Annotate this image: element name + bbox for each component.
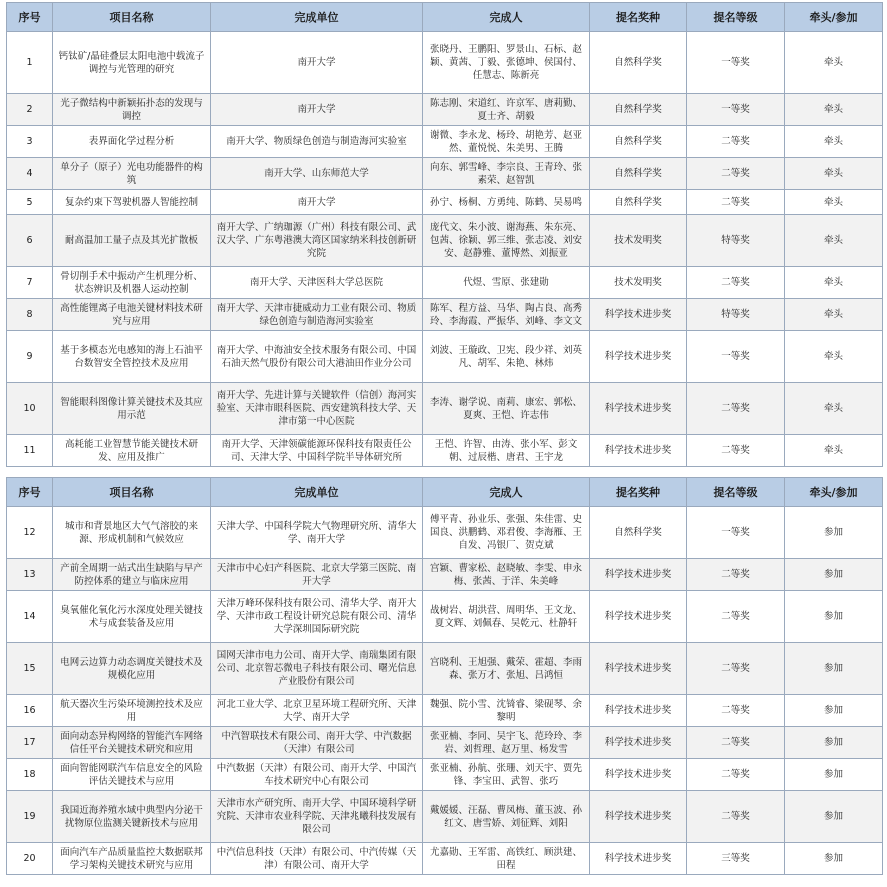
cell-people: 张晓丹、王鹏阳、罗景山、石标、赵颖、黄茜、丁毅、张德坤、侯国付、任慧志、陈新亮	[423, 32, 590, 94]
cell-unit: 天津万峰环保科技有限公司、清华大学、南开大学、天津市政工程设计研究总院有限公司、清华大学深圳国际研究院	[211, 591, 423, 643]
cell-project-name: 臭氧催化氧化污水深度处理关键技术与成套装备及应用	[53, 591, 211, 643]
cell-project-name: 骨切削手术中振动产生机理分析、状态辨识及机器人运动控制	[53, 267, 211, 299]
cell-people: 陈军、程方益、马华、陶占良、高秀玲、李海霞、严振华、刘峰、李文文	[423, 299, 590, 331]
table-header-row	[7, 3, 883, 32]
table-row	[7, 267, 883, 299]
table-row	[7, 843, 883, 875]
cell-award: 科学技术进步奖	[590, 591, 687, 643]
cell-no: 20	[7, 843, 53, 875]
cell-no: 2	[7, 94, 53, 126]
cell-award: 科学技术进步奖	[590, 843, 687, 875]
cell-people: 张亚楠、李同、吴宇飞、范玲玲、李岩、刘哲理、赵万里、杨发雪	[423, 727, 590, 759]
cell-role: 参加	[785, 791, 883, 843]
cell-people: 宫晓利、王旭强、戴荣、霍超、李雨森、张万才、张旭、吕鸿恒	[423, 643, 590, 695]
header-role: 牵头/参加	[785, 3, 883, 32]
table-row	[7, 126, 883, 158]
header-unit: 完成单位	[211, 478, 423, 507]
cell-level: 二等奖	[687, 591, 785, 643]
header-people: 完成人	[423, 3, 590, 32]
cell-people: 战树岩、胡洪营、周明华、王文龙、夏文辉、刘佩春、吴乾元、杜静轩	[423, 591, 590, 643]
cell-role: 参加	[785, 507, 883, 559]
cell-level: 二等奖	[687, 435, 785, 467]
table-row	[7, 559, 883, 591]
cell-role: 参加	[785, 695, 883, 727]
cell-award: 科学技术进步奖	[590, 559, 687, 591]
cell-no: 8	[7, 299, 53, 331]
cell-role: 参加	[785, 843, 883, 875]
cell-project-name: 面向动态异构网络的智能汽车网络信任平台关键技术研究和应用	[53, 727, 211, 759]
cell-level: 二等奖	[687, 727, 785, 759]
cell-unit: 南开大学、山东师范大学	[211, 158, 423, 190]
cell-role: 牵头	[785, 126, 883, 158]
cell-role: 参加	[785, 591, 883, 643]
cell-project-name: 面向汽车产品质量监控大数据联邦学习架构关键技术研究与应用	[53, 843, 211, 875]
cell-level: 一等奖	[687, 507, 785, 559]
table-row	[7, 215, 883, 267]
cell-project-name: 智能眼科图像计算关键技术及其应用示范	[53, 383, 211, 435]
cell-award: 自然科学奖	[590, 94, 687, 126]
cell-award: 技术发明奖	[590, 267, 687, 299]
header-people: 完成人	[423, 478, 590, 507]
cell-project-name: 单分子（原子）光电功能器件的构筑	[53, 158, 211, 190]
cell-award: 科学技术进步奖	[590, 759, 687, 791]
cell-award: 自然科学奖	[590, 507, 687, 559]
table-row	[7, 331, 883, 383]
cell-unit: 南开大学、物质绿色创造与制造海河实验室	[211, 126, 423, 158]
participate-projects-table	[6, 477, 883, 875]
cell-unit: 河北工业大学、北京卫星环境工程研究所、天津大学、南开大学	[211, 695, 423, 727]
cell-project-name: 钙钛矿/晶硅叠层太阳电池中载流子调控与光管理的研究	[53, 32, 211, 94]
cell-level: 一等奖	[687, 94, 785, 126]
cell-project-name: 高耗能工业智慧节能关键技术研发、应用及推广	[53, 435, 211, 467]
cell-project-name: 高性能锂离子电池关键材料技术研究与应用	[53, 299, 211, 331]
cell-no: 9	[7, 331, 53, 383]
table-row	[7, 299, 883, 331]
award-tables	[6, 2, 882, 875]
cell-people: 陈志刚、宋道红、许京军、唐莉勤、夏士齐、胡毅	[423, 94, 590, 126]
cell-project-name: 航天器次生污染环境测控技术及应用	[53, 695, 211, 727]
cell-level: 一等奖	[687, 331, 785, 383]
cell-people: 庞代文、朱小波、谢海燕、朱东亮、包茜、徐颖、郭三维、张志凌、刘安安、赵静雅、董博然、刘振亚	[423, 215, 590, 267]
cell-project-name: 表界面化学过程分析	[53, 126, 211, 158]
cell-award: 科学技术进步奖	[590, 643, 687, 695]
cell-unit: 南开大学、先进计算与关键软件（信创）海河实验室、天津市眼科医院、西安建筑科技大学、天津市第一中心医院	[211, 383, 423, 435]
header-project-name: 项目名称	[53, 3, 211, 32]
cell-level: 二等奖	[687, 695, 785, 727]
cell-no: 17	[7, 727, 53, 759]
cell-award: 科学技术进步奖	[590, 727, 687, 759]
header-no: 序号	[7, 3, 53, 32]
cell-level: 特等奖	[687, 215, 785, 267]
cell-unit: 中汽数据（天津）有限公司、南开大学、中国汽车技术研究中心有限公司	[211, 759, 423, 791]
cell-unit: 南开大学	[211, 190, 423, 215]
cell-people: 代煜、雪原、张建勋	[423, 267, 590, 299]
cell-people: 尤嘉勋、王军雷、高铁红、顾洪建、田程	[423, 843, 590, 875]
cell-project-name: 我国近海养殖水域中典型内分泌干扰物原位监测关键新技术与应用	[53, 791, 211, 843]
cell-level: 一等奖	[687, 32, 785, 94]
cell-people: 孙宁、杨桐、方勇纯、陈鹤、吴易鸣	[423, 190, 590, 215]
cell-level: 二等奖	[687, 267, 785, 299]
cell-award: 科学技术进步奖	[590, 695, 687, 727]
cell-role: 参加	[785, 643, 883, 695]
cell-unit: 南开大学、广纳珈源（广州）科技有限公司、武汉大学、广东粤港澳大湾区国家纳米科技创新研究院	[211, 215, 423, 267]
cell-level: 二等奖	[687, 559, 785, 591]
table-row	[7, 435, 883, 467]
cell-project-name: 复杂约束下驾驶机器人智能控制	[53, 190, 211, 215]
cell-unit: 中汽智联技术有限公司、南开大学、中汽数据（天津）有限公司	[211, 727, 423, 759]
cell-people: 戴媛媛、汪磊、曹凤梅、董玉波、孙红文、唐雪娇、刘征辉、刘阳	[423, 791, 590, 843]
table-row	[7, 727, 883, 759]
cell-level: 二等奖	[687, 383, 785, 435]
cell-unit: 国网天津市电力公司、南开大学、南瑞集团有限公司、北京智芯微电子科技有限公司、曙光信息产业股份有限公司	[211, 643, 423, 695]
table-row	[7, 158, 883, 190]
cell-no: 12	[7, 507, 53, 559]
header-unit: 完成单位	[211, 3, 423, 32]
cell-unit: 南开大学、天津医科大学总医院	[211, 267, 423, 299]
header-award: 提名奖种	[590, 478, 687, 507]
cell-no: 18	[7, 759, 53, 791]
cell-no: 3	[7, 126, 53, 158]
table-header-row	[7, 478, 883, 507]
cell-award: 自然科学奖	[590, 126, 687, 158]
cell-unit: 南开大学、天津市捷威动力工业有限公司、物质绿色创造与制造海河实验室	[211, 299, 423, 331]
cell-no: 7	[7, 267, 53, 299]
cell-unit: 中汽信息科技（天津）有限公司、中汽传媒（天津）有限公司、南开大学	[211, 843, 423, 875]
cell-role: 牵头	[785, 158, 883, 190]
cell-role: 牵头	[785, 331, 883, 383]
cell-no: 5	[7, 190, 53, 215]
cell-no: 19	[7, 791, 53, 843]
cell-unit: 天津市水产研究所、南开大学、中国环境科学研究院、天津市农业科学院、天津兆曦科技发展有限公司	[211, 791, 423, 843]
cell-people: 宫颖、曹家松、赵晓敏、李雯、申永梅、张茜、于洋、朱美峰	[423, 559, 590, 591]
cell-role: 牵头	[785, 215, 883, 267]
cell-role: 牵头	[785, 267, 883, 299]
cell-no: 6	[7, 215, 53, 267]
cell-level: 三等奖	[687, 843, 785, 875]
cell-no: 10	[7, 383, 53, 435]
cell-people: 魏强、院小雪、沈锜睿、梁砚琴、余黎明	[423, 695, 590, 727]
cell-role: 牵头	[785, 383, 883, 435]
cell-award: 自然科学奖	[590, 190, 687, 215]
cell-role: 牵头	[785, 299, 883, 331]
lead-projects-table	[6, 2, 883, 467]
cell-role: 参加	[785, 559, 883, 591]
cell-award: 科学技术进步奖	[590, 791, 687, 843]
header-award: 提名奖种	[590, 3, 687, 32]
cell-people: 张亚楠、孙航、张珊、刘天宇、贾先锋、李宝田、武智、张巧	[423, 759, 590, 791]
cell-level: 二等奖	[687, 190, 785, 215]
cell-role: 牵头	[785, 94, 883, 126]
header-project-name: 项目名称	[53, 478, 211, 507]
cell-people: 王恺、许智、由涛、张小军、彭文朝、过辰楷、唐君、王宇龙	[423, 435, 590, 467]
cell-unit: 南开大学、天津领碳能源环保科技有限责任公司、天津大学、中国科学院半导体研究所	[211, 435, 423, 467]
cell-role: 牵头	[785, 435, 883, 467]
header-level: 提名等级	[687, 478, 785, 507]
header-role: 牵头/参加	[785, 478, 883, 507]
cell-level: 特等奖	[687, 299, 785, 331]
cell-unit: 南开大学、中海油安全技术服务有限公司、中国石油天然气股份有限公司大港油田作业分公司	[211, 331, 423, 383]
cell-no: 15	[7, 643, 53, 695]
cell-level: 二等奖	[687, 643, 785, 695]
cell-award: 技术发明奖	[590, 215, 687, 267]
cell-role: 参加	[785, 727, 883, 759]
cell-unit: 天津大学、中国科学院大气物理研究所、清华大学、南开大学	[211, 507, 423, 559]
table-row	[7, 591, 883, 643]
table-gap	[6, 467, 882, 477]
cell-people: 向东、郭雪峰、李宗良、王青玲、张素荣、赵智凯	[423, 158, 590, 190]
cell-unit: 南开大学	[211, 32, 423, 94]
cell-award: 科学技术进步奖	[590, 331, 687, 383]
cell-unit: 天津市中心妇产科医院、北京大学第三医院、南开大学	[211, 559, 423, 591]
cell-no: 1	[7, 32, 53, 94]
cell-project-name: 城市和背景地区大气气溶胶的来源、形成机制和气候效应	[53, 507, 211, 559]
cell-people: 刘波、王璇政、卫宪、段少祥、刘英凡、胡军、朱艳、林炜	[423, 331, 590, 383]
table-row	[7, 759, 883, 791]
cell-project-name: 面向智能网联汽车信息安全的风险评估关键技术与应用	[53, 759, 211, 791]
cell-project-name: 耐高温加工量子点及其光扩散板	[53, 215, 211, 267]
table-row	[7, 190, 883, 215]
cell-role: 牵头	[785, 32, 883, 94]
cell-project-name: 光子微结构中新颖拓扑态的发现与调控	[53, 94, 211, 126]
cell-award: 科学技术进步奖	[590, 435, 687, 467]
cell-project-name: 电网云边算力动态调度关键技术及规模化应用	[53, 643, 211, 695]
cell-project-name: 基于多模态光电感知的海上石油平台数智安全管控技术及应用	[53, 331, 211, 383]
cell-unit: 南开大学	[211, 94, 423, 126]
cell-no: 14	[7, 591, 53, 643]
cell-no: 4	[7, 158, 53, 190]
table-row	[7, 643, 883, 695]
cell-award: 自然科学奖	[590, 158, 687, 190]
table-row	[7, 507, 883, 559]
header-no: 序号	[7, 478, 53, 507]
cell-award: 自然科学奖	[590, 32, 687, 94]
cell-level: 二等奖	[687, 158, 785, 190]
table-row	[7, 94, 883, 126]
cell-award: 科学技术进步奖	[590, 383, 687, 435]
cell-no: 16	[7, 695, 53, 727]
cell-award: 科学技术进步奖	[590, 299, 687, 331]
header-level: 提名等级	[687, 3, 785, 32]
cell-role: 牵头	[785, 190, 883, 215]
table-row	[7, 383, 883, 435]
cell-level: 二等奖	[687, 126, 785, 158]
cell-people: 傅平青、孙业乐、张强、朱佳雷、史国良、洪鹏鹤、邓君俊、李海雁、王自发、冯银厂、贺克斌	[423, 507, 590, 559]
cell-role: 参加	[785, 759, 883, 791]
cell-people: 李涛、谢学说、南莉、康宏、郭松、夏爽、王恺、许志伟	[423, 383, 590, 435]
cell-project-name: 产前全周期一站式出生缺陷与早产防控体系的建立与临床应用	[53, 559, 211, 591]
table-row	[7, 791, 883, 843]
cell-no: 11	[7, 435, 53, 467]
cell-people: 谢微、李永龙、杨玲、胡艳芳、赵亚然、董悦悦、朱美男、王腾	[423, 126, 590, 158]
table-row	[7, 695, 883, 727]
table-row	[7, 32, 883, 94]
cell-level: 二等奖	[687, 759, 785, 791]
cell-no: 13	[7, 559, 53, 591]
cell-level: 二等奖	[687, 791, 785, 843]
